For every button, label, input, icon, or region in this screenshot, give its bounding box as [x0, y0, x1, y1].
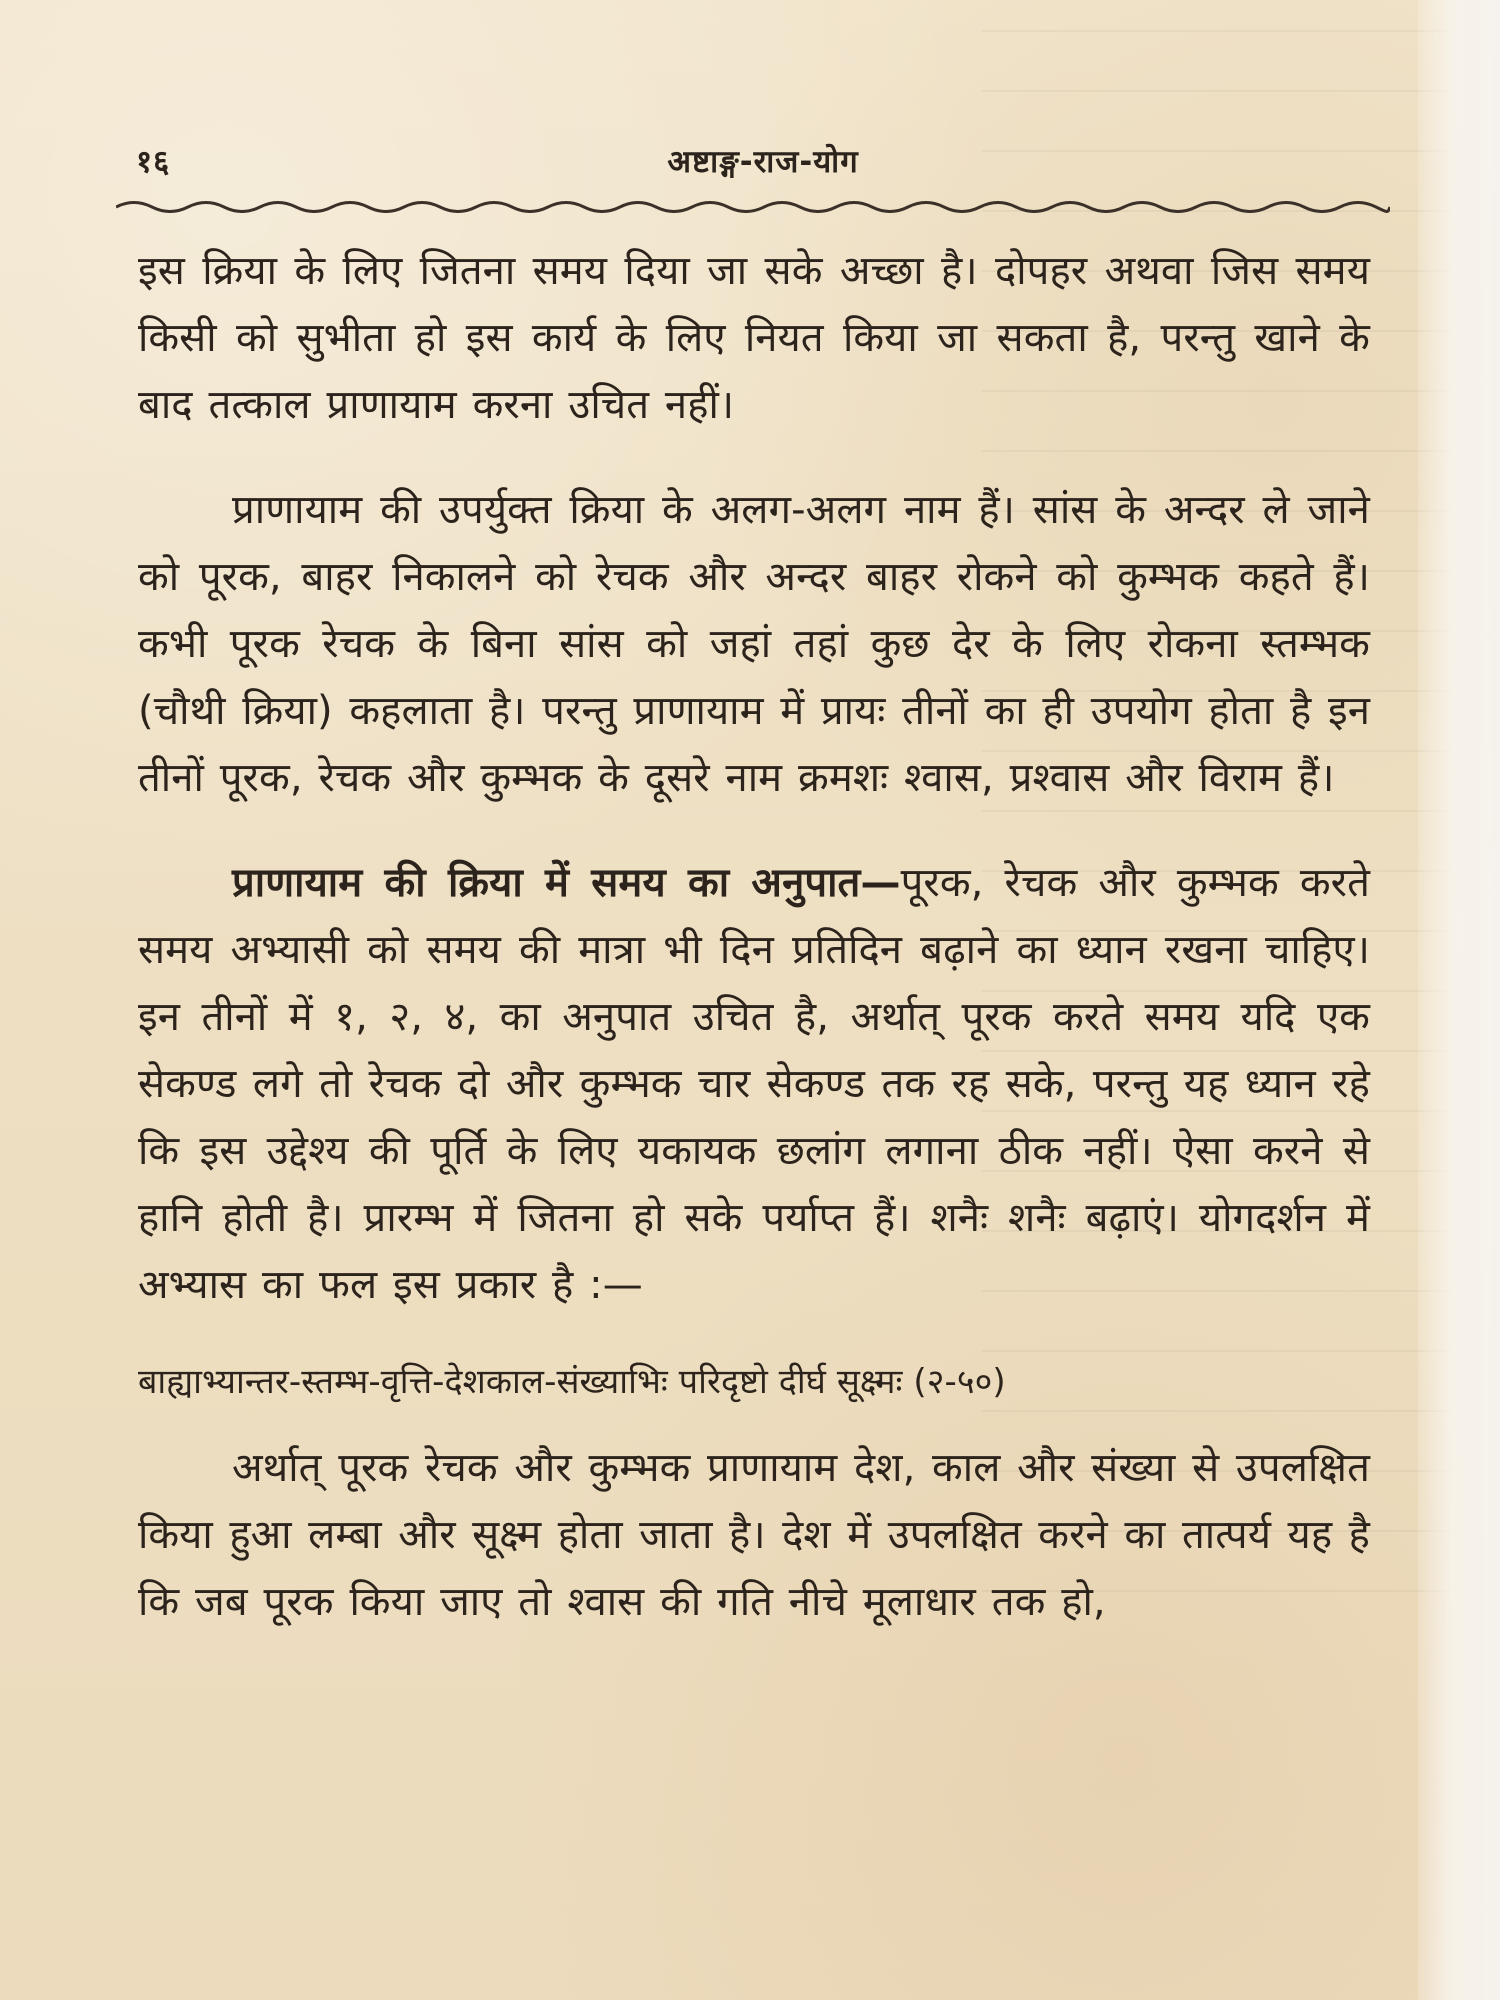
running-title: अष्टाङ्ग-राज-योग — [667, 144, 859, 180]
page-edge-shadow — [1418, 0, 1500, 2000]
paragraph-3-body: पूरक, रेचक और कुम्भक करते समय अभ्यासी को समय की मात्रा भी दिन प्रतिदिन बढ़ाने का ध्यान रखना चाहिए। इन तीनों में १, २, ४, का अनुपात उचित है, अर्थात् पूरक करते समय यदि एक सेकण्ड लगे तो रेचक दो और कुम्भक चार सेकण्ड तक रह सके, परन्तु यह ध्यान रहे कि इस उद्देश्य की पूर्ति के लिए यकायक छलांग लगाना ठीक नहीं। ऐसा करने से हानि होती है। प्रारम्भ में जितना हो सके पर्याप्त हैं। शनैः शनैः बढ़ाएं। योगदर्शन में अभ्यास का फल इस प्रकार है :— — [138, 860, 1370, 1308]
page-header — [136, 140, 1390, 196]
header-rule — [116, 199, 1390, 213]
paragraph-2: प्राणायाम की उपर्युक्त क्रिया के अलग-अलग नाम हैं। सांस के अन्दर ले जाने को पूरक, बाहर निकालने को रेचक और अन्दर बाहर रोकने को कुम्भक कहते हैं। कभी पूरक रेचक के बिना सांस को जहां तहां कुछ देर के लिए रोकना स्तम्भक (चौथी क्रिया) कहलाता है। परन्तु प्राणायाम में प्रायः तीनों का ही उपयोग होता है इन तीनों पूरक, रेचक और कुम्भक के दूसरे नाम क्रमशः श्वास, प्रश्वास और विराम हैं। — [138, 487, 1370, 801]
sutra-quote: बाह्याभ्यान्तर-स्तम्भ-वृत्ति-देशकाल-संख्याभिः परिदृष्टो दीर्घ सूक्ष्मः (२-५०) — [138, 1362, 1006, 1402]
section-heading: प्राणायाम की क्रिया में समय का अनुपात— — [232, 860, 901, 906]
page-number: १६ — [136, 144, 171, 180]
paragraph-1: इस क्रिया के लिए जितना समय दिया जा सके अच्छा है। दोपहर अथवा जिस समय किसी को सुभीता हो इस कार्य के लिए नियत किया जा सकता है, परन्तु खाने के बाद तत्काल प्राणायाम करना उचित नहीं। — [138, 248, 1370, 428]
paragraph-3 — [138, 850, 1370, 1319]
paragraph-4: अर्थात् पूरक रेचक और कुम्भक प्राणायाम देश, काल और संख्या से उपलक्षित किया हुआ लम्बा और सूक्ष्म होता जाता है। देश में उपलक्षित करने का तात्पर्य यह है कि जब पूरक किया जाए तो श्वास की गति नीचे मूलाधार तक हो, — [138, 1445, 1370, 1625]
page-content — [138, 238, 1370, 1636]
